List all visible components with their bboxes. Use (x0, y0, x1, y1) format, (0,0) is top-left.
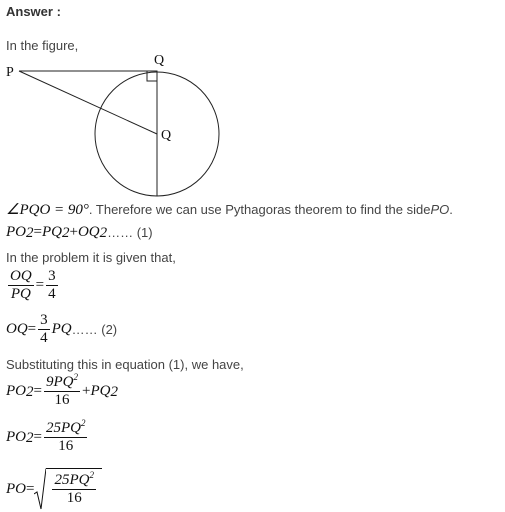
eq2-fraction (38, 312, 50, 347)
eq3-plus: + (81, 383, 91, 399)
eq2-var: PQ (51, 321, 72, 337)
ratio-equation (6, 268, 60, 303)
eq2-tag: …… (2) (71, 322, 118, 337)
equation-1: PO 2 = PQ 2 + OQ 2 …… (1) (6, 224, 153, 241)
ratio-rhs-den: 4 (48, 286, 56, 302)
ratio-fraction-lhs (8, 268, 34, 303)
given-text: In the problem it is given that, (6, 250, 176, 265)
eq5-den: 16 (66, 490, 82, 506)
eq4-lhs: PO (6, 429, 26, 445)
eq2-den: 4 (40, 330, 48, 346)
eq3-equals: = (33, 383, 42, 399)
equation-4: PO 2 = $\frac{25PQ^2}{16}$ (6, 418, 86, 454)
eq1-lhs: PO (6, 224, 26, 240)
eq4-num: $25PQ^2$ (45, 418, 86, 436)
eq5-equals: = (26, 480, 35, 497)
angle-text-end: . (449, 202, 453, 217)
angle-expression: ∠PQO = 90° (6, 202, 89, 218)
equation-3: PO 2 = $\frac{9PQ^2}{16}$ + PQ 2 (6, 372, 118, 408)
intro-text: In the figure, (6, 38, 79, 53)
angle-text: . Therefore we can use Pythagoras theorem to find the side (88, 202, 431, 217)
substitution-text: Substituting this in equation (1), we have, (6, 357, 244, 372)
label-q-center: Q (161, 128, 172, 143)
eq5-sqrt (34, 468, 102, 510)
eq2-lhs: OQ (6, 321, 28, 337)
line-po (19, 71, 157, 134)
ratio-den: PQ (10, 286, 31, 302)
eq1-term-1: PQ (41, 224, 62, 240)
eq1-plus: + (69, 224, 78, 240)
label-p: P (6, 65, 14, 80)
eq1-term-2: OQ (77, 224, 100, 240)
eq5-num: $25PQ^2$ (54, 470, 94, 488)
angle-statement (6, 200, 453, 219)
eq5-radicand (46, 468, 102, 510)
eq4-fraction (44, 420, 88, 455)
eq1-tag: …… (1) (107, 225, 153, 240)
eq3-var: PQ (90, 383, 111, 399)
eq5-lhs: PO (6, 480, 26, 497)
eq2-num: 3 (40, 312, 48, 328)
ratio-rhs-num: 3 (48, 268, 56, 284)
side-po: PO (430, 202, 450, 217)
geometry-figure (0, 50, 230, 200)
equation-2 (6, 312, 117, 347)
eq4-den: 16 (58, 438, 74, 454)
ratio-fraction-rhs (46, 268, 58, 303)
sqrt-sign-icon (34, 468, 46, 510)
eq5-fraction (52, 472, 96, 507)
answer-heading: Answer : (6, 4, 61, 19)
ratio-num: OQ (10, 268, 32, 284)
ratio-equals: = (35, 277, 45, 293)
eq3-den: 16 (54, 392, 70, 408)
eq4-equals: = (33, 429, 42, 445)
eq3-num: $9PQ^2$ (45, 372, 78, 390)
label-q-top: Q (154, 53, 165, 68)
eq2-equals: = (27, 321, 37, 337)
eq3-fraction (44, 374, 80, 409)
eq1-equals: = (33, 224, 42, 240)
eq3-lhs: PO (6, 383, 26, 399)
equation-5 (6, 468, 102, 510)
